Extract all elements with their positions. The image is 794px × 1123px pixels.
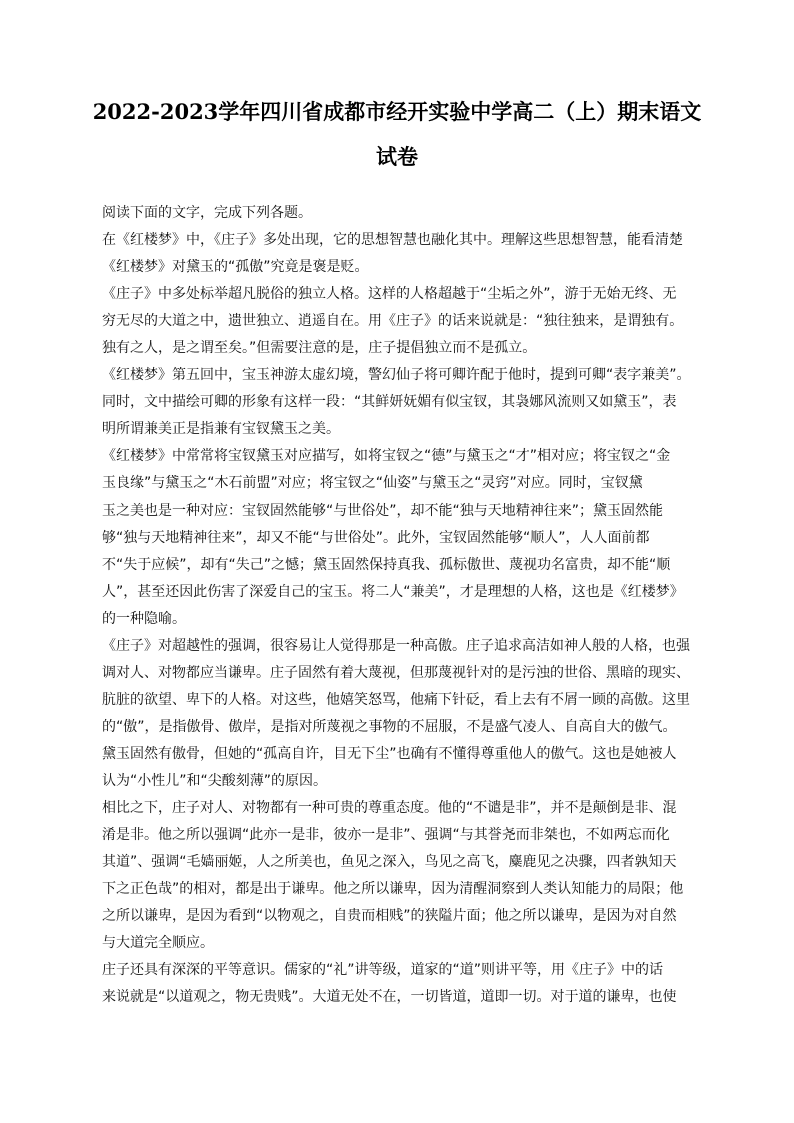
document-title-line-2: 试卷	[376, 144, 418, 169]
text-line: 与大道完全顺应。	[102, 935, 214, 952]
text-line: 《红楼梦》第五回中，宝玉神游太虚幻境，警幻仙子将可卿许配于他时，提到可卿“表字兼美”。	[102, 367, 691, 384]
text-line: 在《红楼梦》中，《庄子》多处出现，它的思想智慧也融化其中。理解这些思想智慧，能看清楚	[102, 232, 683, 249]
text-line: 《庄子》中多处标举超凡脱俗的独立人格。这样的人格超越于“尘垢之外”，游于无始无终、无	[102, 286, 677, 303]
text-line: 人”，甚至还因此伤害了深爱自己的宝玉。将二人“兼美”，才是理想的人格，这也是《红楼梦》	[102, 583, 684, 600]
text-line: 阅读下面的文字，完成下列各题。	[102, 205, 312, 221]
text-line: 独有之人，是之谓至矣。”但需要注意的是，庄子提倡独立而不是孤立。	[102, 340, 537, 357]
text-line: 庄子还具有深深的平等意识。儒家的“礼”讲等级，道家的“道”则讲平等，用《庄子》中的话	[102, 962, 664, 979]
text-line: 淆是非。他之所以强调“此亦一是非，彼亦一是非”、强调“与其誉尧而非桀也，不如两忘而化	[102, 827, 670, 844]
reading-passage	[102, 200, 702, 1011]
text-line: 调对人、对物都应当谦卑。庄子固然有着大蔑视，但那蔑视针对的是污浊的世俗、黑暗的现实、	[102, 664, 690, 681]
text-line: 穷无尽的大道之中，遗世独立、逍遥自在。用《庄子》的话来说就是：“独往独来，是谓独有。	[102, 313, 684, 330]
text-line: 够“独与天地精神往来”，却又不能“与世俗处”。此外，宝钗固然能够“顺人”，人人面前都	[102, 529, 650, 546]
text-line: 同时，文中描绘可卿的形象有这样一段：“其鲜妍妩媚有似宝钗，其袅娜风流则又如黛玉”，表	[102, 394, 677, 411]
text-line: 认为“小性儿”和“尖酸刻薄”的原因。	[102, 772, 328, 789]
document-title-line-1: 2022-2023学年四川省成都市经开实验中学高二（上）期末语文	[92, 99, 702, 124]
text-line: 其道”、强调“毛嫱丽姬，人之所美也，鱼见之深入，鸟见之高飞，麋鹿见之决骤，四者孰知天	[102, 854, 677, 871]
text-line: 黛玉固然有傲骨，但她的“孤高自许，目无下尘”也确有不懂得尊重他人的傲气。这也是她被人	[102, 745, 677, 762]
text-line: 相比之下，庄子对人、对物都有一种可贵的尊重态度。他的“不谴是非”，并不是颠倒是非、混	[102, 800, 677, 817]
text-line: 《红楼梦》对黛玉的“孤傲”究竟是褒是贬。	[102, 259, 369, 276]
text-line: 《红楼梦》中常常将宝钗黛玉对应描写，如将宝钗之“德”与黛玉之“才”相对应；将宝钗之“金	[102, 448, 671, 465]
text-line: 《庄子》对超越性的强调，很容易让人觉得那是一种高傲。庄子追求高洁如神人般的人格，也强	[102, 637, 690, 654]
text-line: 玉之美也是一种对应：宝钗固然能够“与世俗处”，却不能“独与天地精神往来”；黛玉固然能	[102, 502, 664, 519]
text-line: 肮脏的欲望、卑下的人格。对这些，他嬉笑怒骂，他痛下针砭，看上去有不屑一顾的高傲。这里	[102, 691, 690, 708]
text-line: 明所谓兼美正是指兼有宝钗黛玉之美。	[102, 421, 340, 438]
text-line: 来说就是“以道观之，物无贵贱”。大道无处不在，一切皆道，道即一切。对于道的谦卑，也使	[102, 989, 677, 1006]
text-line: 的一种隐喻。	[102, 610, 186, 627]
text-line: 下之正色哉”的相对，都是出于谦卑。他之所以谦卑，因为清醒洞察到人类认知能力的局限；他	[102, 881, 684, 898]
text-line: 之所以谦卑，是因为看到“以物观之，自贵而相贱”的狭隘片面；他之所以谦卑，是因为对自然	[102, 908, 677, 925]
text-line: 不“失于应候”，却有“失己”之憾；黛玉固然保持真我、孤标傲世、蔑视功名富贵，却不能“顺	[102, 556, 671, 573]
text-line: 玉良缘”与黛玉之“木石前盟”对应；将宝钗之“仙姿”与黛玉之“灵窍”对应。同时，宝钗黛	[102, 475, 643, 492]
text-line: 的“傲”，是指傲骨、傲岸，是指对所蔑视之事物的不屈服，不是盛气凌人、自高自大的傲气。	[102, 718, 677, 735]
